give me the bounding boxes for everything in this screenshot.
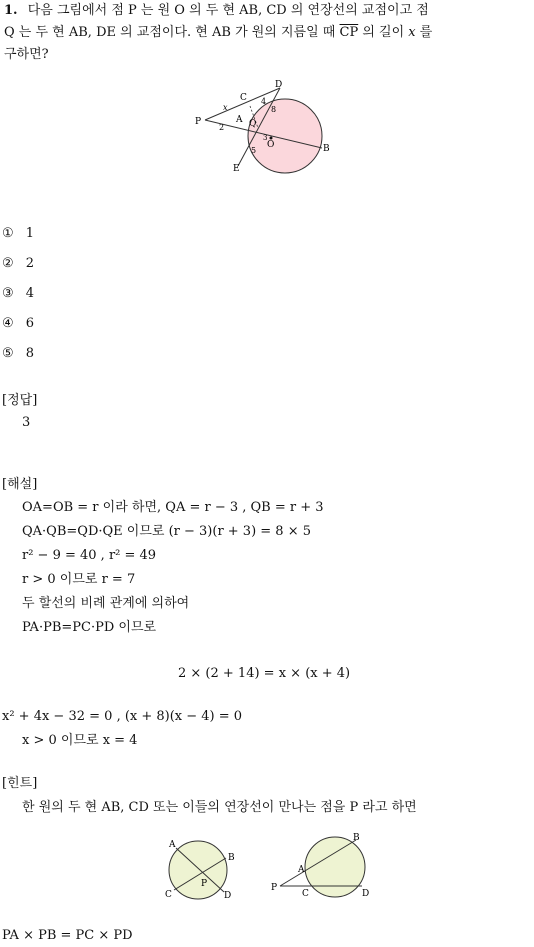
solution-line-4: r > 0 이므로 r = 7 [22,572,136,587]
solution-line-8: x > 0 이므로 x = 4 [22,733,138,748]
hint1-label-p: P [201,879,208,889]
hint-text: 한 원의 두 현 AB, CD 또는 이들의 연장선이 만나는 점을 P 라고 하면 [22,800,417,815]
label-a: A [236,115,243,125]
question-line-3 [4,44,49,66]
hint1-label-d: D [224,891,232,901]
question-line-2 [4,22,432,44]
hint2-label-p: P [271,883,278,893]
solution-line-2: QA·QB=QD·QE 이므로 (r − 3)(r + 3) = 8 × 5 [22,524,312,539]
choice-1[interactable] [2,226,34,241]
label-c: C [240,93,247,103]
hint-heading: [힌트] [2,776,38,791]
choice-value-5: 8 [25,346,35,361]
variable-x: x [408,25,416,40]
solution-line-5: 두 할선의 비례 관계에 의하여 [22,596,190,611]
hint2-label-b: B [353,833,360,843]
question-number: 1. [4,3,18,18]
label-4: 4 [261,97,267,106]
question-text-2e: 를 [415,25,433,40]
hint2-label-d: D [362,889,370,899]
choice-mark-4: ④ [2,316,14,331]
hint2-label-c: C [302,889,309,899]
choice-2[interactable] [2,256,34,271]
label-o: O [267,140,275,150]
circle-o [248,99,322,173]
choice-value-1: 1 [25,226,35,241]
choice-value-2: 2 [25,256,35,271]
choice-5[interactable] [2,346,34,361]
hint-figure-2 [268,832,376,902]
hint-figure-1 [160,834,240,902]
choice-3[interactable] [2,286,34,301]
answer-value: 3 [22,415,31,430]
circle-figure [195,78,335,186]
choice-mark-1: ① [2,226,14,241]
hint-circle-2 [305,837,365,897]
solution-equation: 2 × (2 + 14) = x × (x + 4) [178,666,351,681]
hint1-label-c: C [165,890,172,900]
label-e: E [233,164,240,174]
label-q: Q [249,119,257,129]
question-text-1: 다음 그림에서 점 P 는 원 O 의 두 현 AB, CD 의 연장선의 교점이고 점 [27,3,429,18]
label-3: 3 [263,134,268,142]
hint1-label-a: A [169,840,176,850]
label-d: D [275,80,283,90]
label-p: P [195,117,202,127]
label-8: 8 [271,105,277,114]
solution-line-3: r² − 9 = 40 , r² = 49 [22,548,157,563]
hint2-label-a: A [298,865,305,875]
choice-mark-2: ② [2,256,14,271]
segment-cp: $\overline{CP}$ [339,25,359,40]
solution-line-6: PA·PB=PC·PD 이므로 [22,620,157,635]
label-2: 2 [219,123,225,132]
choice-mark-3: ③ [2,286,14,301]
solution-line-1: OA=OB = r 이라 하면, QA = r − 3 , QB = r + 3 [22,500,324,515]
solution-heading: [해설] [2,477,38,492]
hint-formula: PA × PB = PC × PD [2,928,133,943]
label-5: 5 [251,146,257,155]
question-text-2c: 의 길이 [358,25,409,40]
question-line-1 [4,0,429,22]
hint1-label-b: B [228,853,235,863]
choice-4[interactable] [2,316,34,331]
choice-mark-5: ⑤ [2,346,14,361]
answer-heading: [정답] [2,393,38,408]
label-b: B [323,144,330,154]
question-text-2a: Q 는 두 현 AB, DE 의 교점이다. 현 AB 가 원의 지름일 때 [4,25,340,40]
label-x: x [223,103,228,112]
solution-line-7: x² + 4x − 32 = 0 , (x + 8)(x − 4) = 0 [2,709,243,724]
choice-value-4: 6 [25,316,35,331]
choice-value-3: 4 [25,286,35,301]
question-text-3: 구하면? [4,47,49,62]
